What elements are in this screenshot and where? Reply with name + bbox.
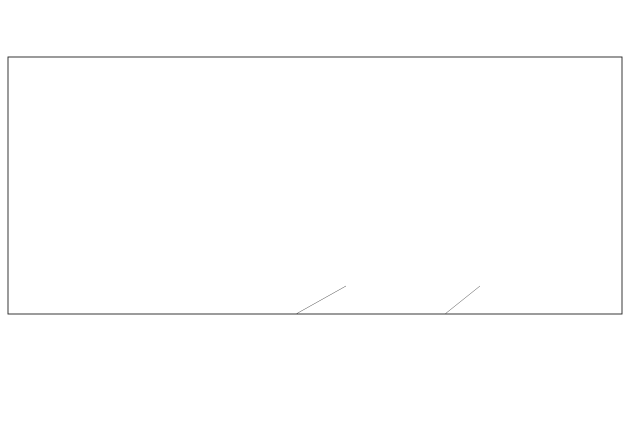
total-diagonal-2 [445, 286, 480, 314]
total-diagonal-1 [296, 286, 346, 314]
